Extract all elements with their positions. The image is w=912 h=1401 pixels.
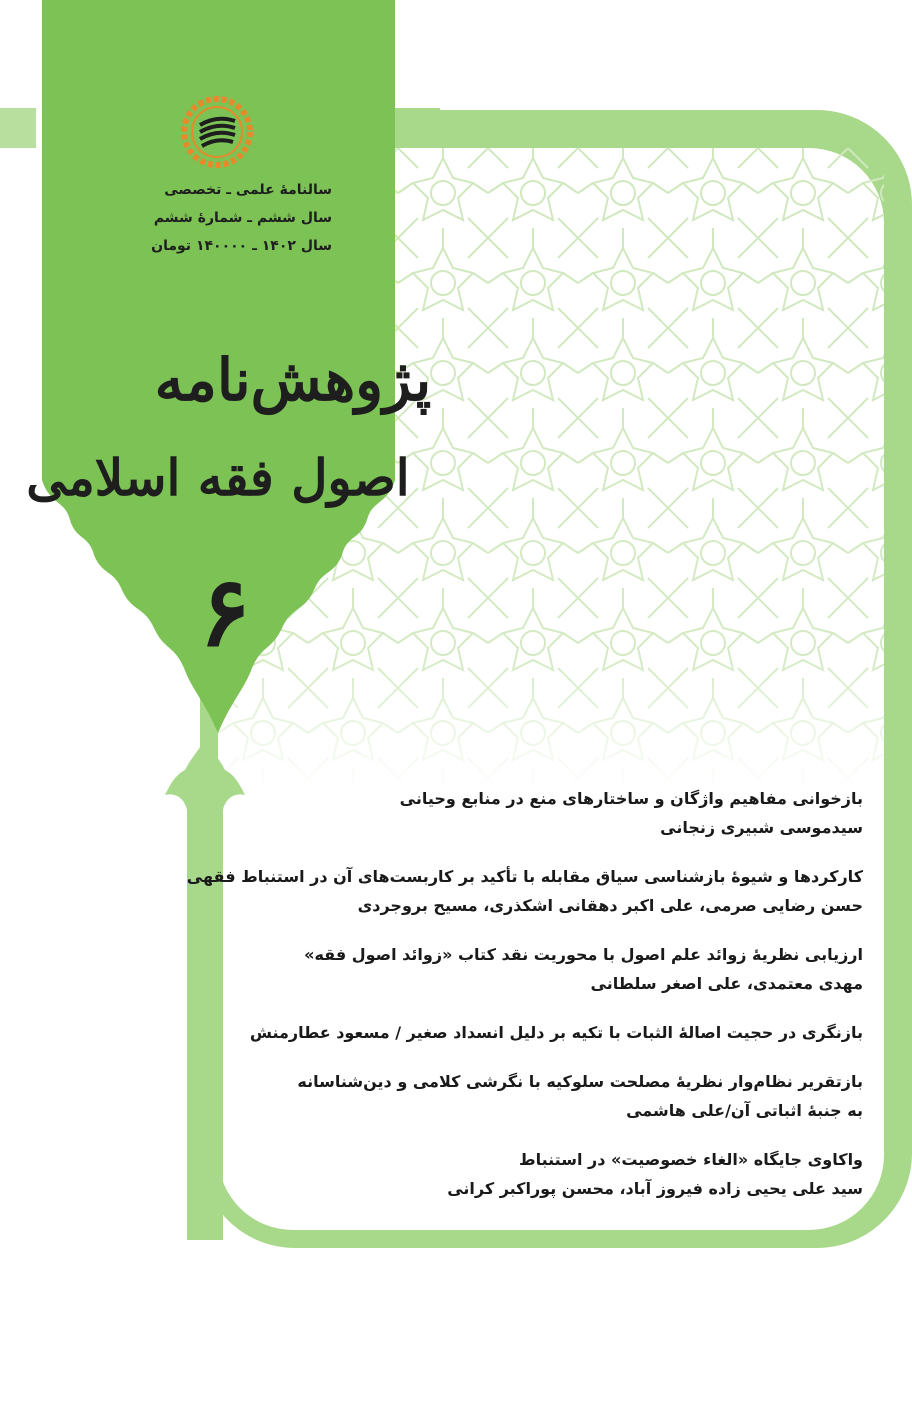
article-title: کارکردها و شیوهٔ بازشناسی سیاق مقابله با تأکید بر کاربست‌های آن در استنباط فقهی xyxy=(186,867,863,886)
article-title: واکاوی جایگاه «الغاء خصوصیت» در استنباط xyxy=(518,1150,863,1169)
journal-title xyxy=(26,320,432,550)
table-of-contents xyxy=(186,784,863,1223)
article-entry xyxy=(258,940,863,998)
article-title: بازخوانی مفاهیم واژگان و ساختارهای منع در منابع وحیانی xyxy=(399,789,863,808)
journal-subtitle: سالنامهٔ علمی ـ تخصصی xyxy=(164,182,332,198)
journal-logo xyxy=(180,95,254,169)
article-authors: سیدموسی شبیری زنجانی xyxy=(660,818,863,837)
journal-volume: سال ششم ـ شمارهٔ ششم xyxy=(153,210,332,226)
article-entry xyxy=(258,1067,863,1125)
banner-stem xyxy=(165,740,245,1240)
article-entry xyxy=(249,1018,863,1047)
issue-number: ۶ xyxy=(199,555,251,668)
journal-title-line1: پژوهش‌نامه xyxy=(154,346,432,414)
article-entry xyxy=(186,862,863,920)
article-entry xyxy=(258,784,863,842)
article-entry xyxy=(258,1145,863,1203)
journal-meta xyxy=(100,182,332,266)
article-title: ارزیابی نظریهٔ زوائد علم اصول با محوریت نقد کتاب «زوائد اصول فقه» xyxy=(304,945,863,964)
article-authors: به جنبهٔ اثباتی آن/علی هاشمی xyxy=(626,1101,863,1120)
article-title: بازنگری در حجیت اصالهٔ الثبات با تکیه بر دلیل انسداد صغیر / مسعود عطارمنش xyxy=(249,1023,863,1042)
journal-year-price: سال ۱۴۰۲ ـ ۱۴۰۰۰۰ تومان xyxy=(151,238,332,254)
left-decor-stripe xyxy=(0,108,36,148)
article-authors: مهدی معتمدی، علی اصغر سلطانی xyxy=(590,974,863,993)
article-title: بازتقریر نظام‌وار نظریهٔ مصلحت سلوکیه با نگرشی کلامی و دین‌شناسانه xyxy=(297,1072,863,1091)
journal-title-line2: اصول فقه اسلامی xyxy=(26,448,410,507)
article-authors: سید علی یحیی زاده فیروز آباد، محسن پوراکبر کرانی xyxy=(447,1179,863,1198)
article-authors: حسن رضایی صرمی، علی اکبر دهقانی اشکذری، مسیح بروجردی xyxy=(357,896,863,915)
